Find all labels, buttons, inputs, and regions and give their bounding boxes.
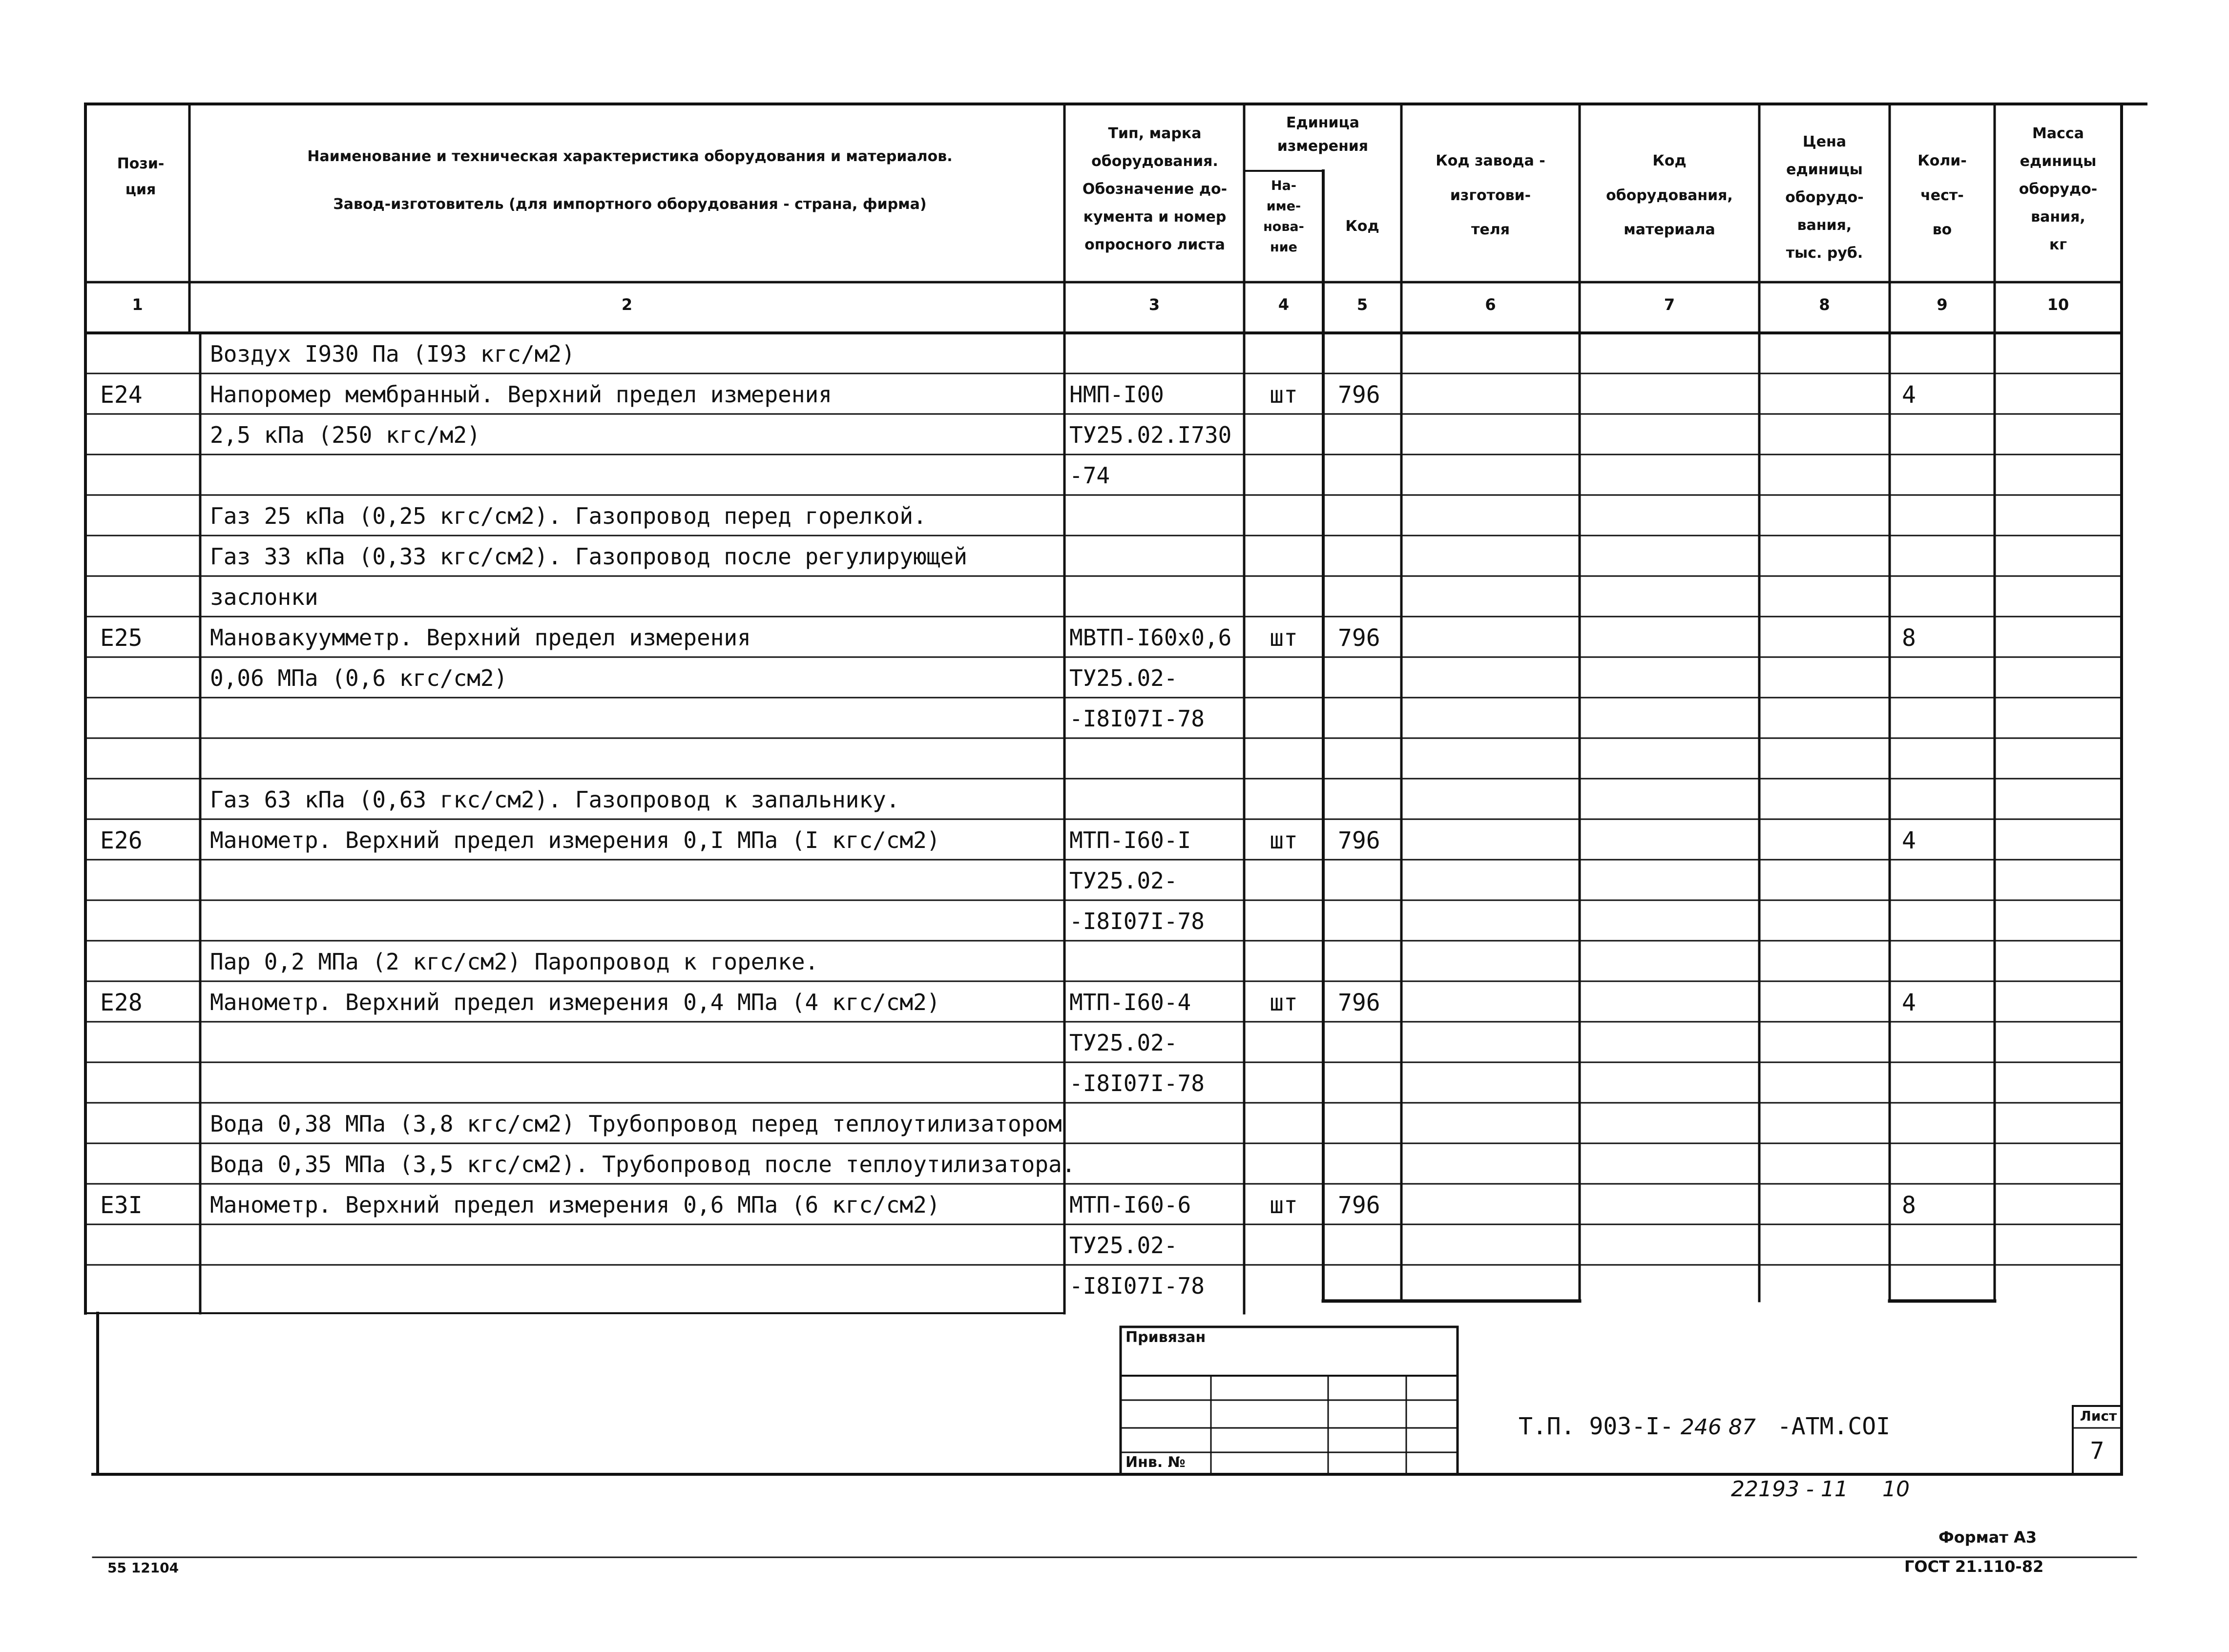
header-price-label: Цена единицы оборудо- вания, тыс. руб. [1785, 133, 1864, 262]
unit-code-cell: 796 [1338, 827, 1380, 854]
position-cell: E25 [100, 624, 143, 652]
column-number: 9 [1937, 295, 1948, 314]
unit-cell: шт [1270, 381, 1298, 409]
header-quantity-label: Коли- чест- во [1917, 152, 1967, 238]
name-cell: Газ 33 кПа (0,33 кгс/см2). Газопровод после регулирующей [210, 543, 967, 570]
name-cell: Манометр. Верхний предел измерения 0,4 МПа (4 кгс/см2) [210, 989, 940, 1015]
unit-code-cell: 796 [1338, 1192, 1380, 1219]
quantity-cell: 8 [1902, 624, 1916, 652]
document-code-handwritten: 246 87 [1680, 1415, 1756, 1440]
column-number: 8 [1819, 295, 1830, 314]
type-cell: -74 [1069, 462, 1110, 489]
name-cell: Воздух I930 Па (I93 кгс/м2) [210, 341, 575, 367]
unit-code-cell: 796 [1338, 989, 1380, 1016]
document-code-suffix: -АТМ.COI [1777, 1413, 1891, 1440]
column-number: 7 [1664, 295, 1675, 314]
column-number: 1 [132, 295, 143, 314]
type-cell: НМП-I00 [1069, 381, 1164, 408]
column-number: 3 [1148, 295, 1160, 314]
position-cell: E24 [100, 381, 143, 409]
header-equipment-code-label: Код оборудования, материала [1606, 152, 1733, 238]
format-label: Формат А3 [1938, 1528, 2037, 1547]
quantity-cell: 4 [1902, 381, 1916, 409]
type-cell: МТП-I60-4 [1069, 989, 1191, 1015]
type-cell: -I8I07I-78 [1069, 1273, 1205, 1299]
header-unit-group-label: Единица измерения [1277, 114, 1369, 155]
header-mass-label: Масса единицы оборудо- вания, кг [2019, 125, 2098, 253]
unit-code-cell: 796 [1338, 624, 1380, 652]
header-name-label-1: Наименование и техническая характеристика оборудования и материалов. [307, 148, 953, 165]
quantity-cell: 8 [1902, 1192, 1916, 1219]
unit-code-cell: 796 [1338, 381, 1380, 409]
name-cell: Напоромер мембранный. Верхний предел измерения [210, 381, 832, 408]
type-cell: ТУ25.02- [1069, 1030, 1178, 1056]
name-cell: 2,5 кПа (250 кгс/м2) [210, 422, 480, 448]
type-cell: МТП-I60-6 [1069, 1192, 1191, 1218]
type-cell: ТУ25.02- [1069, 665, 1178, 691]
unit-cell: шт [1270, 989, 1298, 1016]
footer-left-code: 55 12104 [107, 1560, 179, 1576]
document-code-prefix: Т.П. 903-I- [1519, 1413, 1674, 1440]
column-number: 5 [1356, 295, 1368, 314]
header-plant-code-label: Код завода - изготови- теля [1436, 152, 1545, 238]
column-number: 6 [1485, 295, 1496, 314]
name-cell: Мановакуумметр. Верхний предел измерения [210, 624, 751, 651]
unit-cell: шт [1270, 624, 1298, 652]
type-cell: ТУ25.02.I730 [1069, 422, 1232, 448]
name-cell: Газ 25 кПа (0,25 кгс/см2). Газопровод перед горелкой. [210, 503, 927, 529]
gost-label: ГОСТ 21.110-82 [1904, 1557, 2044, 1576]
name-cell: 0,06 МПа (0,6 кгс/см2) [210, 665, 508, 691]
name-cell: Вода 0,35 МПа (3,5 кгс/см2). Трубопровод после теплоутилизатора. [210, 1151, 1076, 1177]
unit-cell: шт [1270, 827, 1298, 854]
name-cell: Манометр. Верхний предел измерения 0,6 МПа (6 кгс/см2) [210, 1192, 940, 1218]
header-position-label: Пози- ция [117, 155, 165, 198]
header-type-label: Тип, марка оборудования. Обозначение до- кумента и номер опросного листа [1082, 125, 1228, 253]
column-number: 10 [2047, 295, 2069, 314]
quantity-cell: 4 [1902, 989, 1916, 1016]
position-cell: E26 [100, 827, 143, 854]
name-cell: Вода 0,38 МПа (3,8 кгс/см2) Трубопровод перед теплоутилизатором [210, 1111, 1062, 1137]
type-cell: -I8I07I-78 [1069, 705, 1205, 732]
name-cell: заслонки [210, 584, 318, 610]
name-cell: Пар 0,2 МПа (2 кгс/см2) Паропровод к горелке. [210, 949, 819, 975]
archive-number: 22193 - 11 [1731, 1477, 1848, 1502]
sheet-number: 7 [2090, 1437, 2104, 1465]
archive-sheet: 10 [1882, 1477, 1910, 1502]
document-code [1519, 1415, 1890, 1440]
position-cell: E28 [100, 989, 143, 1016]
header-name-label-2: Завод-изготовитель (для импортного оборудования - страна, фирма) [333, 196, 927, 213]
bound-label: Привязан [1125, 1329, 1206, 1346]
type-cell: ТУ25.02- [1069, 867, 1178, 894]
position-cell: E3I [100, 1192, 143, 1219]
unit-cell: шт [1270, 1192, 1298, 1219]
column-number: 4 [1278, 295, 1290, 314]
header-unit-name-label: На- име- нова- ние [1263, 178, 1304, 255]
type-cell: -I8I07I-78 [1069, 1070, 1205, 1096]
inventory-number-label: Инв. № [1125, 1454, 1186, 1471]
sheet-label: Лист [2080, 1408, 2117, 1424]
type-cell: -I8I07I-78 [1069, 908, 1205, 934]
header-unit-code-label: Код [1345, 218, 1379, 235]
name-cell: Газ 63 кПа (0,63 гкс/см2). Газопровод к запальнику. [210, 786, 900, 813]
type-cell: МВТП-I60х0,6 [1069, 624, 1232, 651]
column-number: 2 [621, 295, 633, 314]
type-cell: МТП-I60-I [1069, 827, 1191, 853]
type-cell: ТУ25.02- [1069, 1232, 1178, 1259]
quantity-cell: 4 [1902, 827, 1916, 854]
name-cell: Манометр. Верхний предел измерения 0,I МПа (I кгс/см2) [210, 827, 940, 853]
